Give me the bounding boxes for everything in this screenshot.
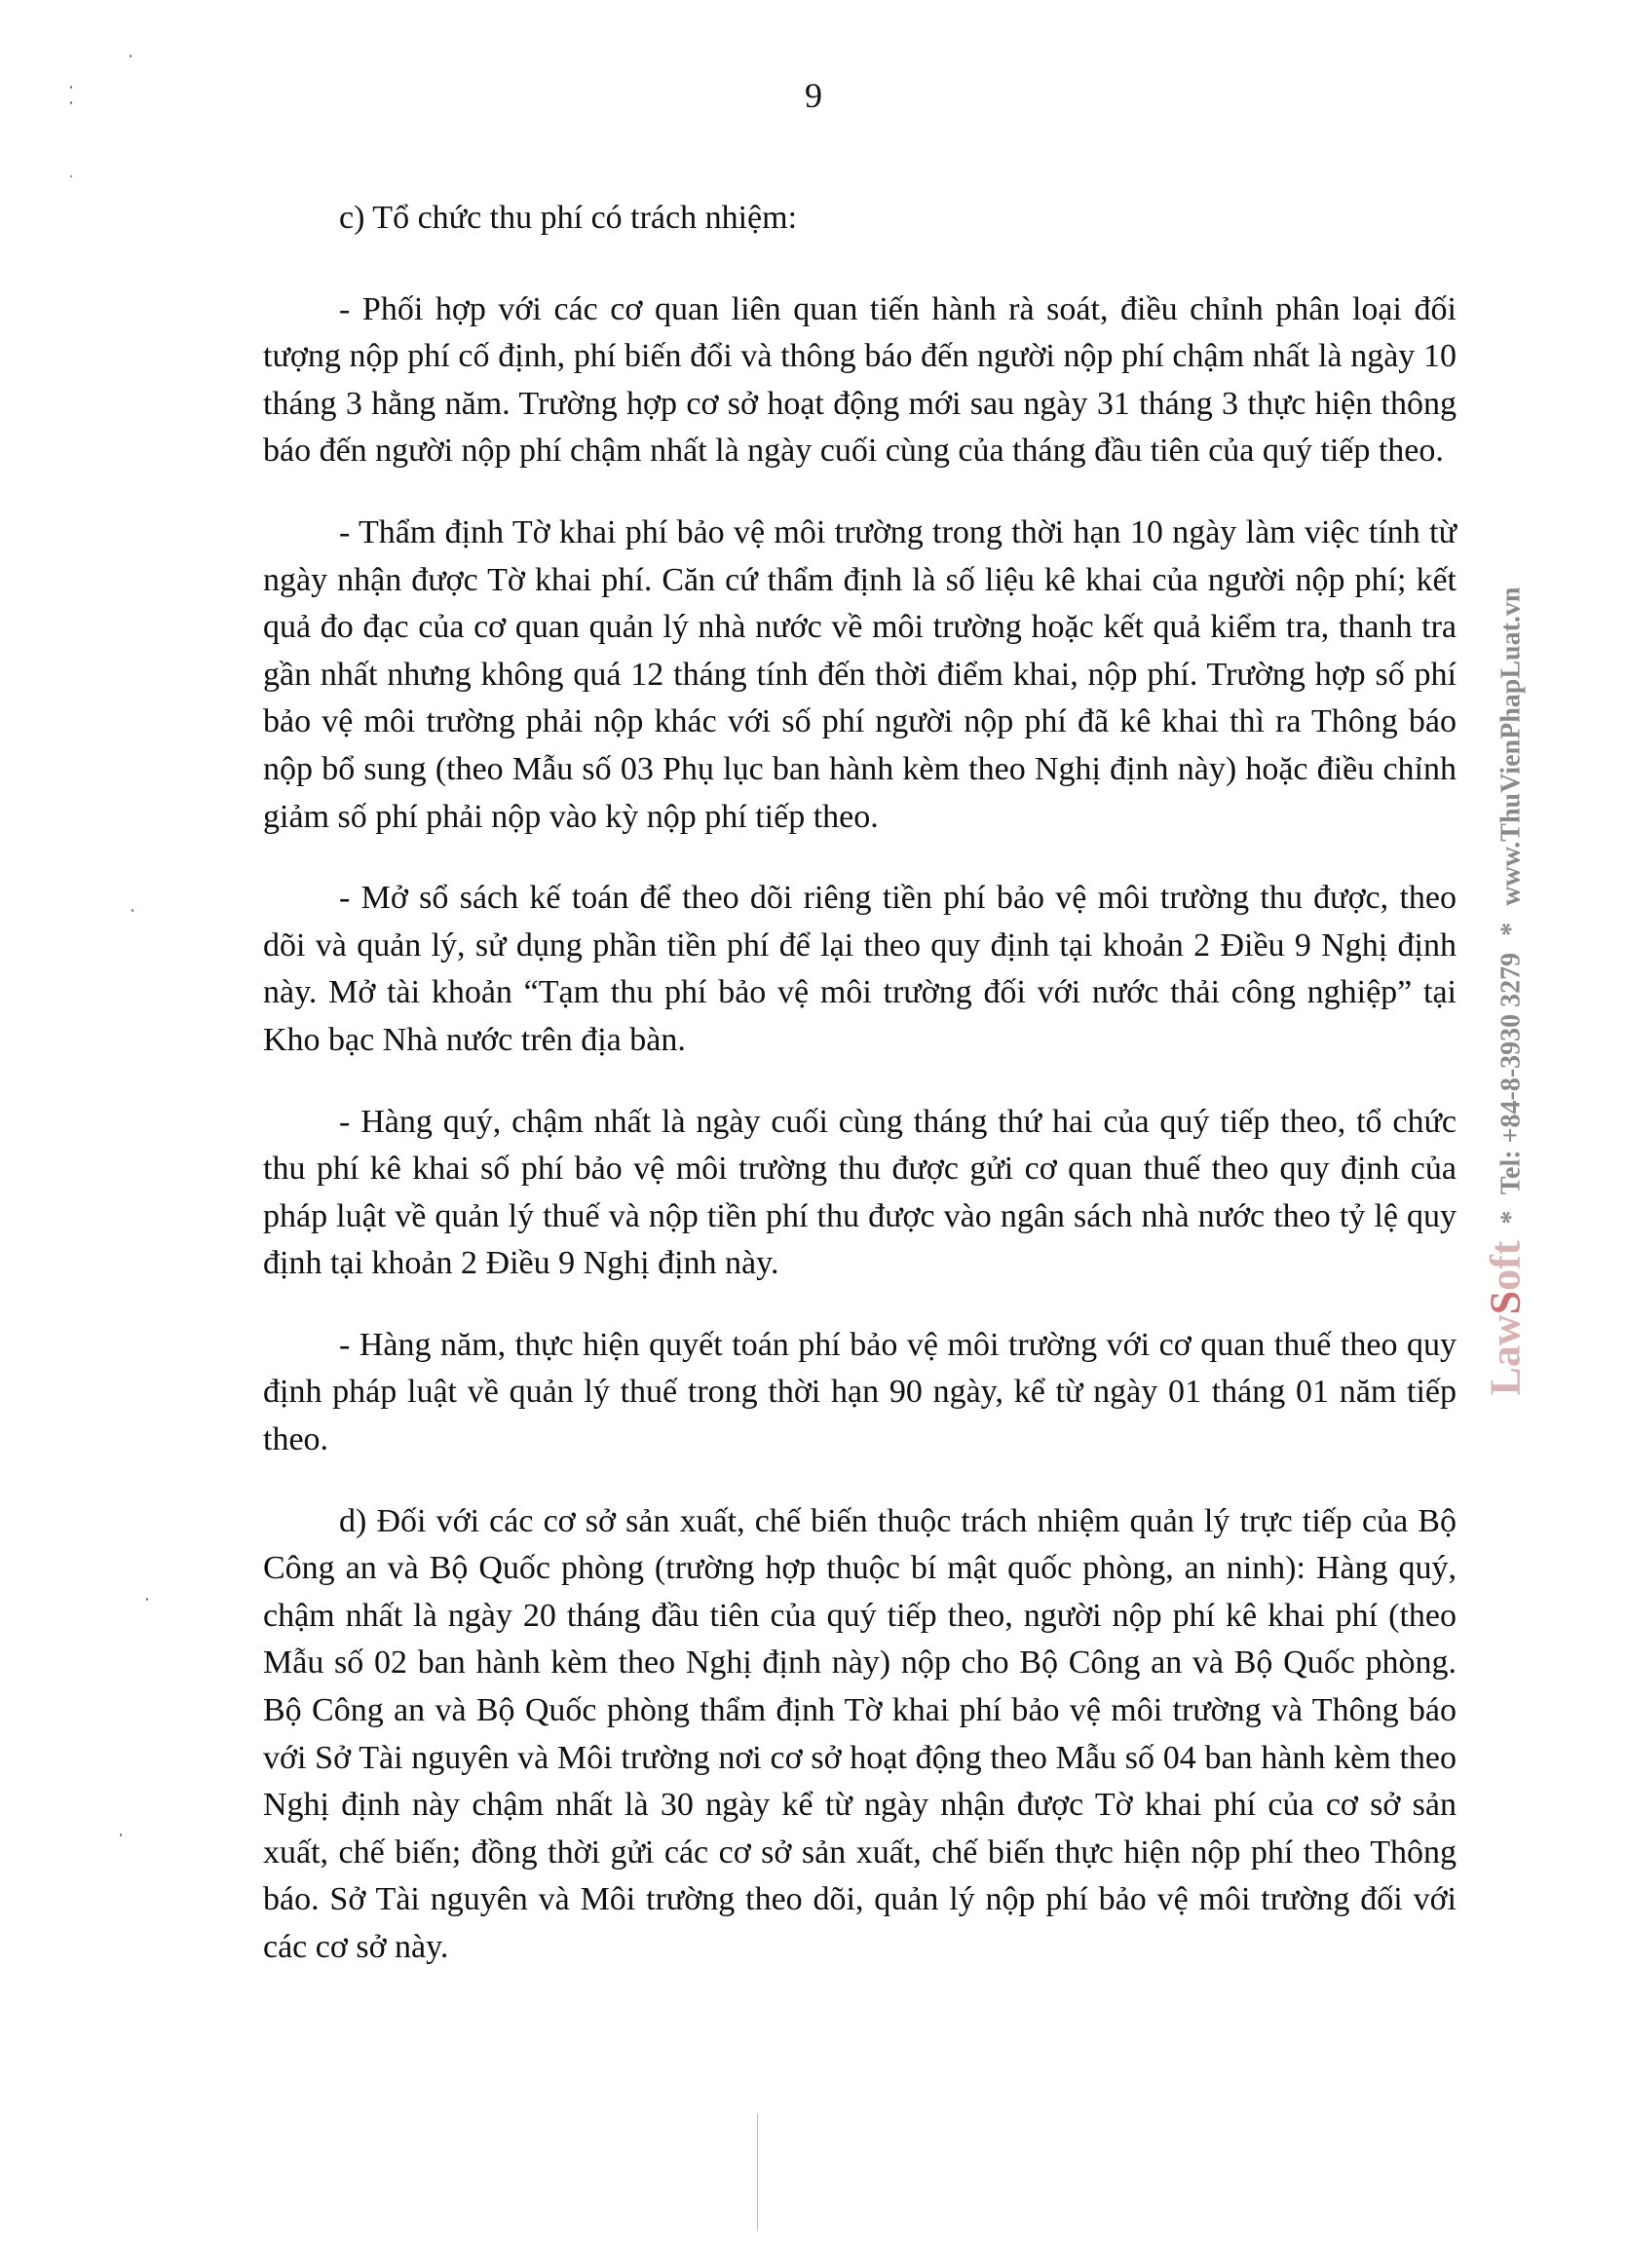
watermark-brand (1482, 1240, 1530, 1395)
watermark-brand-s: S (1481, 1290, 1530, 1314)
section-d-paragraph: d) Đối với các cơ sở sản xuất, chế biến thuộc trách nhiệm quản lý trực tiếp của Bộ Công an và Bộ Quốc phòng (trường hợp thuộc bí mật quốc phòng, an ninh): Hàng quý, chậm nhất là ngày 20 tháng đầu tiên của quý tiếp theo, người nộp phí kê khai phí (theo Mẫu số 02 ban hành kèm theo Nghị định này) nộp cho Bộ Công an và Bộ Quốc phòng. Bộ Công an và Bộ Quốc phòng thẩm định Tờ khai phí bảo vệ môi trường và Thông báo với Sở Tài nguyên và Môi trường nơi cơ sở hoạt động theo Mẫu số 04 ban hành kèm theo Nghị định này chậm nhất là 30 ngày kể từ ngày nhận được Tờ khai phí của cơ sở sản xuất, chế biến; đồng thời gửi các cơ sở sản xuất, chế biến thực hiện nộp phí theo Thông báo. Sở Tài nguyên và Môi trường theo dõi, quản lý nộp phí bảo vệ môi trường đối với các cơ sở này. (263, 1502, 1457, 1965)
paragraph-quarterly-declaration: - Hàng quý, chậm nhất là ngày cuối cùng tháng thứ hai của quý tiếp theo, tổ chức thu phí kê khai số phí bảo vệ môi trường thu được gửi cơ quan thuế theo quy định của pháp luật về quản lý thuế và nộp tiền phí thu được vào ngân sách nhà nước theo tỷ lệ quy định tại khoản 2 Điều 9 Nghị định này. (263, 1103, 1457, 1282)
scan-artifact (120, 1833, 122, 1836)
watermark-separator: * (1495, 922, 1527, 936)
paragraph-accounting-books: - Mở sổ sách kế toán để theo dõi riêng tiền phí bảo vệ môi trường thu được, theo dõi và quản lý, sử dụng phần tiền phí để lại theo quy định tại khoản 2 Điều 9 Nghị định này. Mở tài khoản “Tạm thu phí bảo vệ môi trường đối với nước thải công nghiệp” tại Kho bạc Nhà nước trên địa bàn. (263, 880, 1457, 1058)
watermark-brand-law: Law (1481, 1313, 1530, 1395)
paragraph-annual-settlement: - Hàng năm, thực hiện quyết toán phí bảo vệ môi trường với cơ quan thuế theo quy định pháp luật về quản lý thuế trong thời hạn 90 ngày, kể từ ngày 01 tháng 01 năm tiếp theo. (263, 1326, 1457, 1458)
scan-artifact (132, 909, 133, 912)
paragraph-appraise-declaration: - Thẩm định Tờ khai phí bảo vệ môi trường trong thời hạn 10 ngày làm việc tính từ ngày nhận được Tờ khai phí. Căn cứ thẩm định là số liệu kê khai của người nộp phí; kết quả đo đạc của cơ quan quản lý nhà nước về môi trường hoặc kết quả kiểm tra, thanh tra gần nhất nhưng không quá 12 tháng tính đến thời điểm khai, nộp phí. Trường hợp số phí bảo vệ môi trường phải nộp khác với số phí người nộp phí đã kê khai thì ra Thông báo nộp bổ sung (theo Mẫu số 03 Phụ lục ban hành kèm theo Nghị định này) hoặc điều chỉnh giảm số phí phải nộp vào kỳ nộp phí tiếp theo. (263, 513, 1457, 835)
scan-artifact (146, 1598, 148, 1601)
paragraph-coordinate-review: - Phối hợp với các cơ quan liên quan tiến hành rà soát, điều chỉnh phân loại đối tượng nộp phí cố định, phí biến đổi và thông báo đến người nộp phí chậm nhất là ngày 10 tháng 3 hằng năm. Trường hợp cơ sở hoạt động mới sau ngày 31 tháng 3 thực hiện thông báo đến người nộp phí chậm nhất là ngày cuối cùng của tháng đầu tiên của quý tiếp theo. (263, 290, 1457, 470)
document-body (263, 195, 1457, 2006)
scan-fold-line (757, 2114, 758, 2231)
lawsoft-watermark (1469, 523, 1541, 1458)
watermark-website: www.ThuVienPhapLuat.vn (1495, 586, 1527, 906)
watermark-phone: Tel: +84-8-3930 3279 (1495, 952, 1527, 1194)
scan-artifact (130, 55, 132, 57)
scan-artifact (70, 175, 72, 177)
section-c-heading: c) Tổ chức thu phí có trách nhiệm: (339, 200, 798, 236)
watermark-brand-oft: oft (1481, 1240, 1530, 1291)
watermark-separator: * (1495, 1210, 1527, 1225)
page-number: 9 (805, 76, 822, 115)
